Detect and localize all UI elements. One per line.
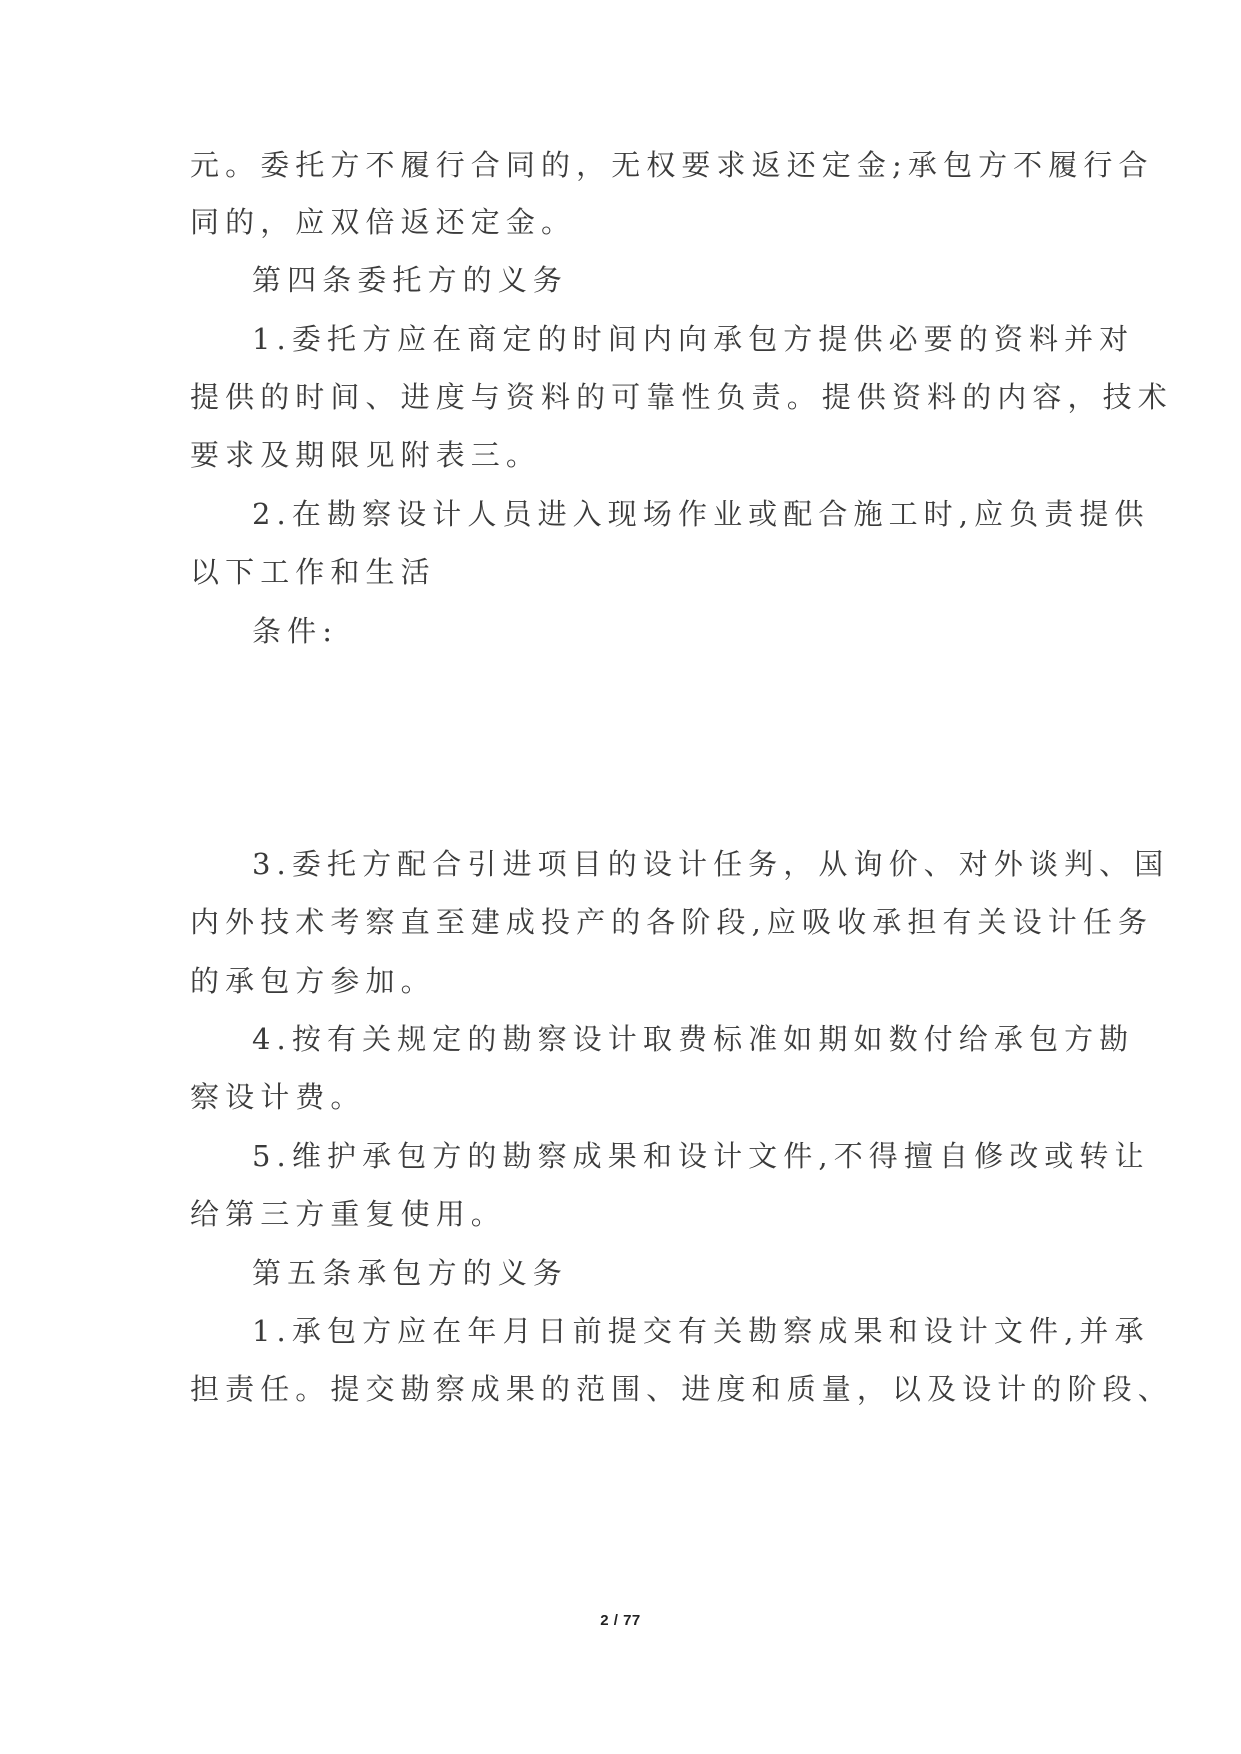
text-line: 3.委托方配合引进项目的设计任务，从询价、对外谈判、国 <box>252 847 1170 881</box>
text-line: 要求及期限见附表三。 <box>190 438 542 472</box>
text-line: 担责任。提交勘察成果的范围、进度和质量，以及设计的阶段、 <box>190 1372 1173 1406</box>
section-heading: 第五条承包方的义务 <box>252 1256 568 1290</box>
text-line: 1.委托方应在商定的时间内向承包方提供必要的资料并对 <box>252 322 1135 356</box>
text-line: 的承包方参加。 <box>190 964 436 998</box>
text-line: 元。委托方不履行合同的，无权要求返还定金;承包方不履行合 <box>190 148 1154 182</box>
text-line: 条件: <box>252 614 339 648</box>
text-line: 以下工作和生活 <box>190 555 436 589</box>
text-line: 5.维护承包方的勘察成果和设计文件,不得擅自修改或转让 <box>252 1139 1150 1173</box>
text-line: 给第三方重复使用。 <box>190 1197 506 1231</box>
page-number: 2 / 77 <box>600 1612 641 1629</box>
text-line: 1.承包方应在年月日前提交有关勘察成果和设计文件,并承 <box>252 1314 1150 1348</box>
text-line: 同的，应双倍返还定金。 <box>190 205 577 239</box>
text-line: 2.在勘察设计人员进入现场作业或配合施工时,应负责提供 <box>252 497 1150 531</box>
section-heading: 第四条委托方的义务 <box>252 263 568 297</box>
text-line: 4.按有关规定的勘察设计取费标准如期如数付给承包方勘 <box>252 1022 1135 1056</box>
text-line: 察设计费。 <box>190 1080 366 1114</box>
text-line: 提供的时间、进度与资料的可靠性负责。提供资料的内容，技术 <box>190 380 1173 414</box>
text-line: 内外技术考察直至建成投产的各阶段,应吸收承担有关设计任务 <box>190 905 1154 939</box>
